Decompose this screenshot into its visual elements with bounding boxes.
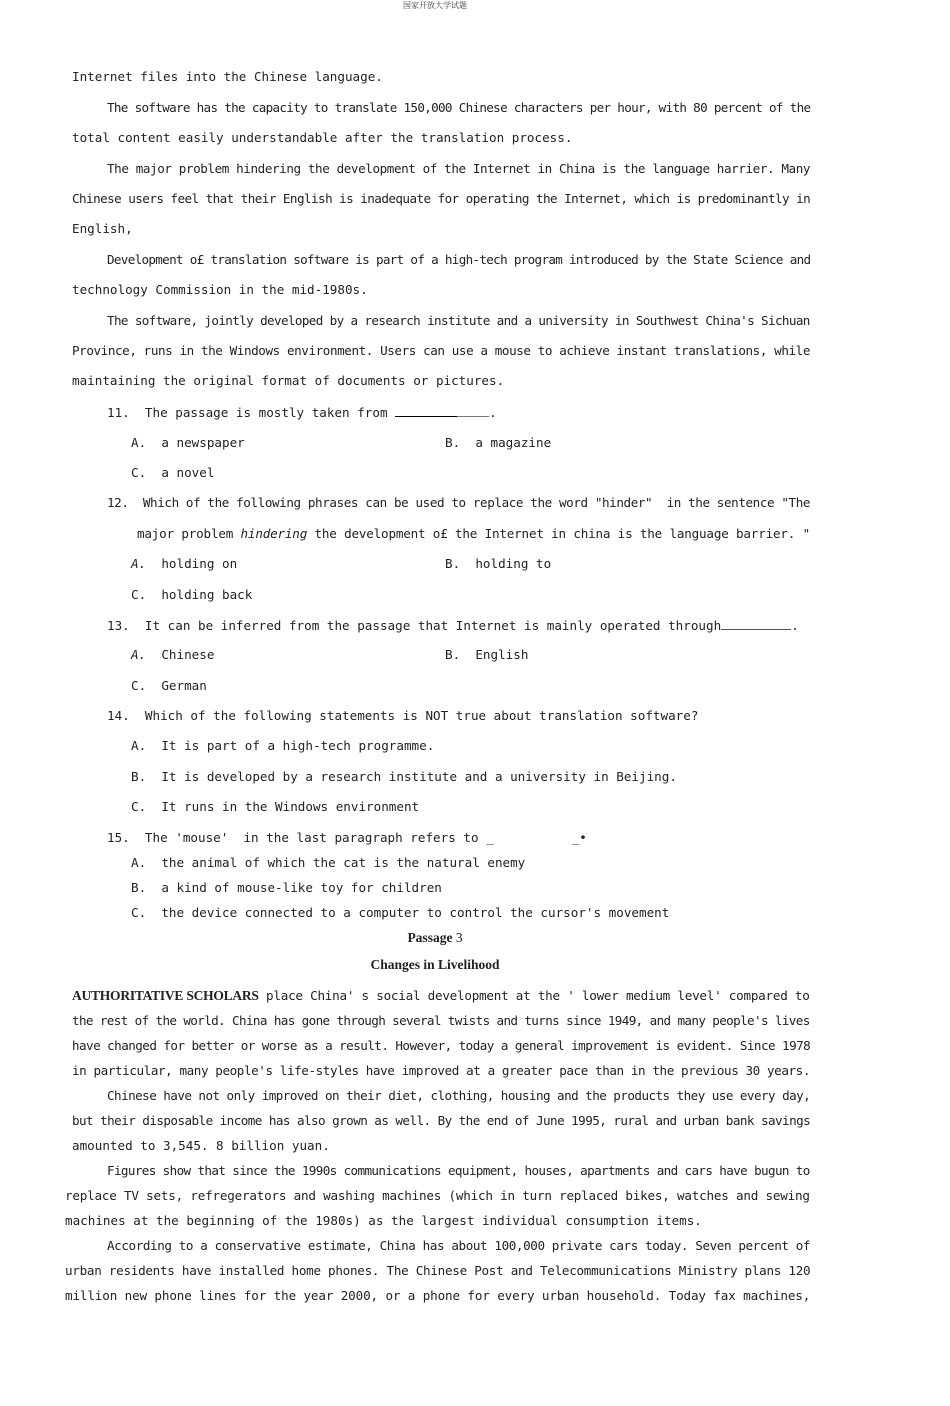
- option-b: B. English: [445, 647, 529, 662]
- option-c: C. the device connected to a computer to control the cursor's movement: [131, 905, 670, 920]
- paragraph-line: machines at the beginning of the 1980s) as the largest individual consumption items.: [65, 1213, 702, 1228]
- question-14: 14. Which of the following statements is NOT true about translation software?: [107, 708, 699, 723]
- paragraph-line: million new phone lines for the year 2000, or a phone for every urban household. Today fax machines,: [65, 1288, 811, 1303]
- question-13: 13. It can be inferred from the passage that Internet is mainly operated through .: [107, 618, 799, 633]
- lead-words: AUTHORITATIVE SCHOLARS: [72, 988, 259, 1003]
- option-a: A. holding on: [131, 556, 238, 571]
- option-a: A. Chinese: [131, 647, 215, 662]
- paragraph-line: Chinese users feel that their English is inadequate for operating the Internet, which is predominantly in: [72, 191, 811, 206]
- option-b: B. a magazine: [445, 435, 552, 450]
- paragraph-line: AUTHORITATIVE SCHOLARS place China' s social development at the ' lower medium level' compared to: [72, 988, 810, 1003]
- option-b: B. holding to: [445, 556, 552, 571]
- option-a: A. the animal of which the cat is the natural enemy: [131, 855, 526, 870]
- paragraph-line: technology Commission in the mid-1980s.: [72, 282, 368, 297]
- option-b: B. a kind of mouse-like toy for children: [131, 880, 442, 895]
- question-stem: 13. It can be inferred from the passage that Internet is mainly operated through: [107, 618, 722, 633]
- paragraph-line: have changed for better or worse as a result. However, today a general improvement is evident. Since 1978: [72, 1038, 811, 1053]
- passage-heading: Passage 3: [407, 930, 463, 945]
- question-stem: 11. The passage is mostly taken from: [107, 405, 396, 420]
- paragraph-line: replace TV sets, refregerators and washing machines (which in turn replaced bikes, watches and sewing: [65, 1188, 810, 1203]
- paragraph-line: The software, jointly developed by a research institute and a university in Southwest China's Sichuan: [107, 313, 810, 328]
- paragraph-line: Chinese have not only improved on their diet, clothing, housing and the products they use every day,: [107, 1088, 811, 1103]
- option-c: C. holding back: [131, 587, 253, 602]
- paragraph-line: maintaining the original format of documents or pictures.: [72, 373, 505, 388]
- paragraph-line: Development o£ translation software is part of a high-tech program introduced by the State Science and: [107, 252, 811, 267]
- page-header: 国家开放大学试题: [403, 1, 467, 10]
- italic-word: hindering: [240, 526, 308, 541]
- option-b: B. It is developed by a research institute and a university in Beijing.: [131, 769, 677, 784]
- answer-blank: [721, 617, 791, 630]
- paragraph-line: Province, runs in the Windows environment. Users can use a mouse to achieve instant translations, while: [72, 343, 811, 358]
- option-c: C. It runs in the Windows environment: [131, 799, 420, 814]
- paragraph-line: The software has the capacity to translate 150,000 Chinese characters per hour, with 80 percent of the: [107, 100, 811, 115]
- option-a: A. a newspaper: [131, 435, 245, 450]
- paragraph-line: Figures show that since the 1990s communications equipment, houses, apartments and cars have bugun to: [107, 1163, 810, 1178]
- paragraph-line: The major problem hindering the development of the Internet in China is the language harrier. Many: [107, 161, 811, 176]
- paragraph-line: in particular, many people's life-styles have improved at a greater pace than in the previous 30 years.: [72, 1063, 811, 1078]
- question-12: 12. Which of the following phrases can be used to replace the word "hinder" in the sentence "The: [107, 495, 811, 510]
- question-15: 15. The 'mouse' in the last paragraph refers to _ _•: [107, 830, 587, 845]
- paragraph-line: English,: [72, 221, 133, 236]
- paragraph-line: total content easily understandable after the translation process.: [72, 130, 573, 145]
- answer-blank: [395, 404, 457, 417]
- paragraph-line: the rest of the world. China has gone through several twists and turns since 1949, and many people's lives: [72, 1013, 810, 1028]
- option-a: A. It is part of a high-tech programme.: [131, 738, 435, 753]
- option-c: C. a novel: [131, 465, 215, 480]
- paragraph-line: but their disposable income has also grown as well. By the end of June 1995, rural and urban bank savings: [72, 1113, 811, 1128]
- passage-title: Changes in Livelihood: [370, 957, 500, 972]
- question-12-cont: major problem hindering the development o£ the Internet in china is the language barrier. ": [137, 526, 810, 541]
- paragraph-line: amounted to 3,545. 8 billion yuan.: [72, 1138, 330, 1153]
- paragraph-line: urban residents have installed home phones. The Chinese Post and Telecommunications Ministry plans 120: [65, 1263, 811, 1278]
- question-11: 11. The passage is mostly taken from .: [107, 405, 497, 420]
- answer-blank-tail: [457, 404, 489, 417]
- option-c: C. German: [131, 678, 207, 693]
- paragraph-line: Internet files into the Chinese language.: [72, 69, 383, 84]
- paragraph-line: According to a conservative estimate, China has about 100,000 private cars today. Seven percent of: [107, 1238, 811, 1253]
